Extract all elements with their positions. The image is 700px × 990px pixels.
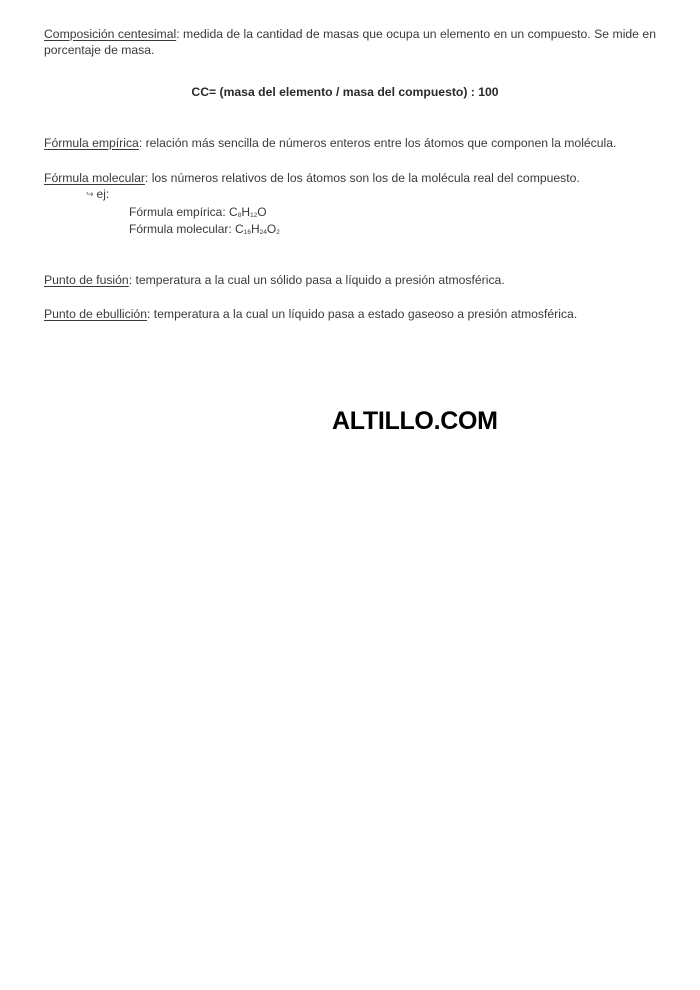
empirica-paragraph [44, 135, 656, 151]
composicion-definition: : medida de la cantidad de masas que ocupa un elemento en un compuesto. Se mide en porcentaje de masa. [44, 27, 656, 57]
example-empirica-label: Fórmula empírica: [129, 205, 230, 219]
empirica-term: Fórmula empírica [44, 136, 139, 150]
composicion-term: Composición centesimal [44, 27, 177, 41]
fusion-definition: : temperatura a la cual un sólido pasa a líquido a presión atmosférica. [128, 273, 505, 287]
fusion-term: Punto de fusión [44, 273, 129, 287]
example-molecular-label: Fórmula molecular: [129, 222, 236, 236]
molecular-formula: $C_{16}H_{24}O_2$ [235, 222, 280, 236]
ebullicion-definition: : temperatura a la cual un líquido pasa a estado gaseoso a presión atmosférica. [147, 307, 578, 321]
example-label-line [86, 186, 109, 202]
return-arrow-icon: ↪ [86, 189, 94, 199]
ebullicion-paragraph [44, 306, 656, 322]
cc-formula: CC= (masa del elemento / masa del compuesto) : 100 [191, 85, 499, 99]
example-label: ej: [96, 187, 110, 201]
composicion-paragraph [44, 26, 656, 58]
altillo-watermark: ALTILLO.COM [332, 407, 498, 435]
ebullicion-term: Punto de ebullición [44, 307, 147, 321]
molecular-definition: : los números relativos de los átomos son los de la molécula real del compuesto. [144, 171, 580, 185]
fusion-paragraph [44, 272, 656, 288]
molecular-paragraph [44, 170, 656, 186]
example-empirica [129, 204, 267, 220]
empirica-definition: : relación más sencilla de números enteros entre los átomos que componen la molécula. [138, 136, 617, 150]
molecular-term: Fórmula molecular [44, 171, 145, 185]
empirica-formula: $C_8H_{12}O$ [229, 205, 267, 219]
example-molecular [129, 221, 280, 237]
